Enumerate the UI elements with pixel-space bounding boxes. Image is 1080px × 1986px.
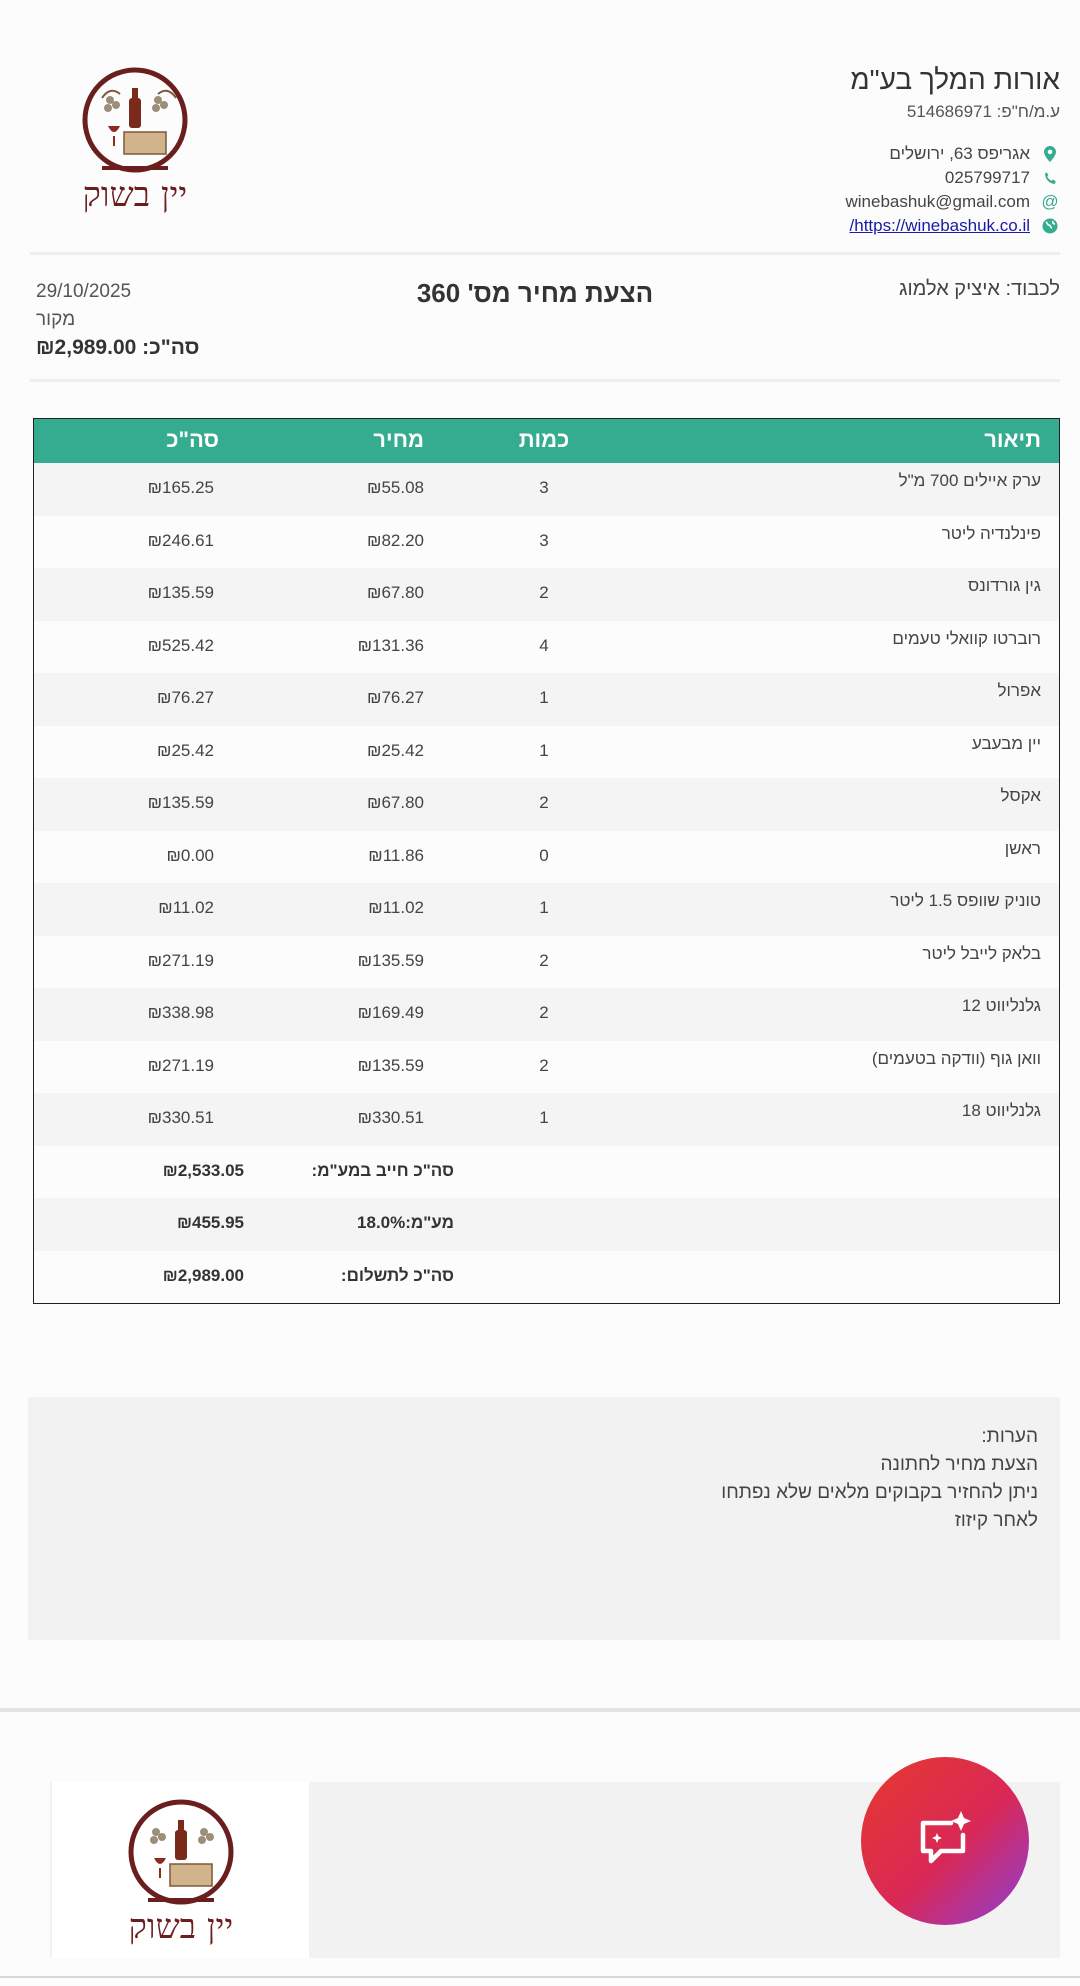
item-quantity: 2	[539, 1055, 549, 1075]
ai-chat-button[interactable]	[861, 1757, 1029, 1925]
item-price: ₪135.59	[357, 1055, 424, 1075]
item-quantity: 1	[539, 740, 549, 760]
items-table	[33, 418, 1060, 1304]
phone-icon	[1040, 168, 1060, 188]
quote-date: 29/10/2025	[36, 281, 132, 302]
business-info	[640, 62, 1060, 238]
email-icon: @	[1041, 192, 1059, 211]
item-price: ₪82.20	[367, 530, 424, 550]
footer-divider	[0, 1708, 1080, 1712]
quote-title: הצעת מחיר מס' 360	[416, 278, 654, 308]
item-total: ₪76.27	[157, 688, 214, 707]
item-price: ₪76.27	[367, 688, 424, 707]
summary-label: סה"כ חייב במע"מ:	[311, 1160, 454, 1180]
copy-type: מקור	[36, 309, 76, 330]
table-row	[34, 831, 1059, 884]
phone-text: 025799717	[944, 168, 1030, 187]
item-total: ₪330.51	[147, 1108, 214, 1127]
item-quantity: 2	[539, 1003, 549, 1022]
website-link[interactable]: https://winebashuk.co.il/	[849, 216, 1030, 235]
address-text: אגריפס 63, ירושלים	[889, 144, 1030, 163]
header-total: סה"כ	[166, 427, 219, 452]
item-quantity: 2	[539, 583, 549, 602]
business-reg-id: ע.מ/ח"פ: 514686971	[906, 102, 1060, 121]
table-row	[34, 778, 1059, 831]
table-row	[34, 516, 1059, 569]
item-price: ₪169.49	[357, 1003, 424, 1022]
item-quantity: 1	[539, 898, 549, 917]
table-row	[34, 1041, 1059, 1094]
item-total: ₪25.42	[157, 740, 214, 760]
recipient: לכבוד: איציק אלמוג	[899, 278, 1060, 300]
item-description: גין גורדונס	[967, 576, 1041, 595]
summary-value: ₪2,533.05	[162, 1160, 244, 1180]
summary-value: ₪2,989.00	[162, 1265, 244, 1285]
contact-phone	[640, 166, 1060, 190]
item-quantity: 4	[539, 635, 549, 655]
table-row	[34, 988, 1059, 1041]
item-price: ₪11.86	[368, 845, 424, 865]
item-total: ₪135.59	[147, 793, 214, 812]
location-icon	[1040, 144, 1060, 164]
item-description: ראשן	[1004, 838, 1041, 858]
notes-title: הערות:	[981, 1426, 1038, 1447]
globe-icon	[1040, 216, 1060, 236]
summary-value: ₪455.95	[176, 1213, 244, 1232]
header-price: מחיר	[373, 427, 424, 452]
item-description: גלנליווט 18	[961, 1101, 1041, 1120]
email-text: winebashuk@gmail.com	[845, 192, 1030, 211]
item-quantity: 1	[539, 1108, 549, 1127]
notes-line: ניתן להחזיר בקבוקים מלאים שלא נפתחו	[721, 1482, 1038, 1503]
table-row	[34, 1093, 1059, 1146]
item-quantity: 0	[539, 845, 549, 865]
summary-row	[34, 1198, 1059, 1251]
summary-label: סה"כ לתשלום:	[340, 1265, 454, 1285]
item-price: ₪25.42	[367, 740, 424, 760]
item-description: בלאק לייבל ליטר	[922, 943, 1041, 963]
item-price: ₪67.80	[367, 793, 424, 812]
notes-line: לאחר קיזוז	[954, 1510, 1038, 1531]
table-row	[34, 673, 1059, 726]
item-description: וואן גוף (וודקה בטעמים)	[871, 1048, 1041, 1068]
item-total: ₪271.19	[147, 950, 214, 970]
contact-email	[640, 190, 1060, 214]
item-quantity: 1	[539, 688, 549, 707]
item-description: יין מבעבע	[971, 733, 1041, 753]
logo-text: יין בשוק	[82, 175, 188, 215]
item-total: ₪271.19	[147, 1055, 214, 1075]
item-quantity: 3	[539, 530, 549, 550]
item-description: אקסל	[1000, 786, 1041, 805]
contact-address	[640, 142, 1060, 166]
item-description: אפרול	[997, 681, 1041, 700]
item-description: רוברטו קוואלי טעמים	[892, 628, 1041, 648]
item-price: ₪330.51	[357, 1108, 424, 1127]
company-logo	[60, 58, 210, 218]
item-total: ₪338.98	[147, 1003, 214, 1022]
item-quantity: 2	[539, 793, 549, 812]
contact-list	[640, 142, 1060, 238]
item-price: ₪11.02	[368, 898, 424, 917]
header-divider	[30, 252, 1060, 255]
footer-logo-text: יין בשוק	[128, 1907, 233, 1947]
business-name: אורות המלך בע"מ	[850, 64, 1060, 95]
meta-divider	[30, 379, 1060, 382]
quote-meta	[36, 278, 199, 362]
summary-row	[34, 1146, 1059, 1199]
header-quantity: כמות	[518, 427, 570, 452]
item-price: ₪67.80	[367, 583, 424, 602]
item-total: ₪135.59	[147, 583, 214, 602]
notes-line: הצעת מחיר לחתונה	[880, 1454, 1038, 1475]
item-price: ₪131.36	[357, 635, 424, 655]
item-quantity: 3	[539, 478, 549, 497]
item-description: טוניק שוופס 1.5 ליטר	[890, 891, 1041, 910]
table-row	[34, 621, 1059, 674]
table-header	[34, 419, 1059, 463]
item-description: גלנליווט 12	[961, 996, 1041, 1015]
item-total: ₪11.02	[158, 898, 214, 917]
item-quantity: 2	[539, 950, 549, 970]
summary-row	[34, 1251, 1059, 1304]
table-body	[34, 463, 1059, 1146]
table-row	[34, 568, 1059, 621]
item-total: ₪165.25	[147, 478, 214, 497]
table-summary	[34, 1146, 1059, 1304]
ai-chat-icon	[913, 1807, 977, 1876]
item-total: ₪0.00	[166, 845, 214, 865]
bottom-edge	[0, 1976, 1080, 1978]
contact-website	[640, 214, 1060, 238]
table-row	[34, 463, 1059, 516]
table-row	[34, 726, 1059, 779]
summary-label: מע"מ:18.0%	[357, 1213, 454, 1232]
table-row	[34, 883, 1059, 936]
item-description: פינלנדיה ליטר	[941, 523, 1041, 543]
quote-total: סה"כ: ₪2,989.00	[36, 336, 200, 359]
notes-box	[28, 1397, 1060, 1640]
table-row	[34, 936, 1059, 989]
item-total: ₪525.42	[147, 635, 214, 655]
item-price: ₪55.08	[367, 478, 424, 497]
header-description: תיאור	[984, 427, 1041, 452]
item-price: ₪135.59	[357, 950, 424, 970]
item-total: ₪246.61	[147, 530, 214, 550]
item-description: ערק איילים 700 מ"ל	[898, 471, 1041, 490]
footer-logo	[52, 1782, 309, 1958]
